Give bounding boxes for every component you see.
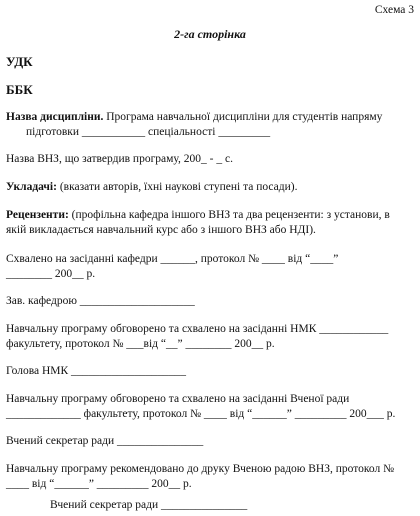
- recommended-line-2: ____ від “______” _________ 200__ р.: [6, 478, 192, 490]
- council-line-1: Навчальну програму обговорено та схвалено на засіданні Вченої ради: [6, 393, 350, 405]
- discipline-line-2: підготовки ___________ спеціальності _________: [26, 126, 271, 138]
- discipline-label: Назва дисципліни.: [6, 111, 104, 123]
- university-line: Назва ВНЗ, що затвердив програму, 200_ - _ с.: [6, 153, 233, 165]
- reviewers-line-2: якій викладається навчальний курс або з іншого ВНЗ або НДІ).: [6, 224, 316, 236]
- recommended-line-1: Навчальну програму рекомендовано до друку Вченою радою ВНЗ, протокол №: [6, 463, 395, 475]
- discipline-text-1: Програма навчальної дисципліни для студентів напряму: [106, 111, 383, 123]
- university-secretary-line: Вчений секретар ради _______________: [50, 499, 248, 511]
- reviewers-label: Рецензенти:: [6, 209, 69, 221]
- council-line-2: _____________ факультету, протокол № ____ від “______” _________ 200___ р.: [6, 408, 396, 420]
- nmk-line-1: Навчальну програму обговорено та схвалено на засіданні НМК ____________: [6, 323, 389, 335]
- compilers-line: [6, 180, 412, 195]
- approved-dept-line-1: Схвалено на засіданні кафедри ______, протокол № ____ від “____”: [6, 253, 339, 265]
- approved-dept-line-2: ________ 200__ р.: [6, 268, 96, 280]
- discipline-line-1: [6, 110, 412, 125]
- compilers-text: (вказати авторів, їхні наукові ступені та посади).: [59, 181, 298, 193]
- reviewers-line-1: [6, 208, 412, 223]
- page-title: 2-га сторінка: [174, 27, 246, 41]
- head-dept-line: Зав. кафедрою ____________________: [6, 295, 195, 307]
- reviewers-text-1: (профільна кафедра іншого ВНЗ та два рецензенти: з установи, в: [71, 209, 390, 221]
- head-nmk-line: Голова НМК ____________________: [6, 365, 187, 377]
- nmk-line-2: факультету, протокол № ___від “__” ________ 200__ р.: [6, 338, 275, 350]
- compilers-label: Укладачі:: [6, 181, 57, 193]
- scheme-label: Схема 3: [374, 4, 414, 16]
- council-secretary-line: Вчений секретар ради _______________: [6, 435, 204, 447]
- udk-heading: УДК: [6, 54, 33, 69]
- bbk-heading: ББК: [6, 82, 33, 97]
